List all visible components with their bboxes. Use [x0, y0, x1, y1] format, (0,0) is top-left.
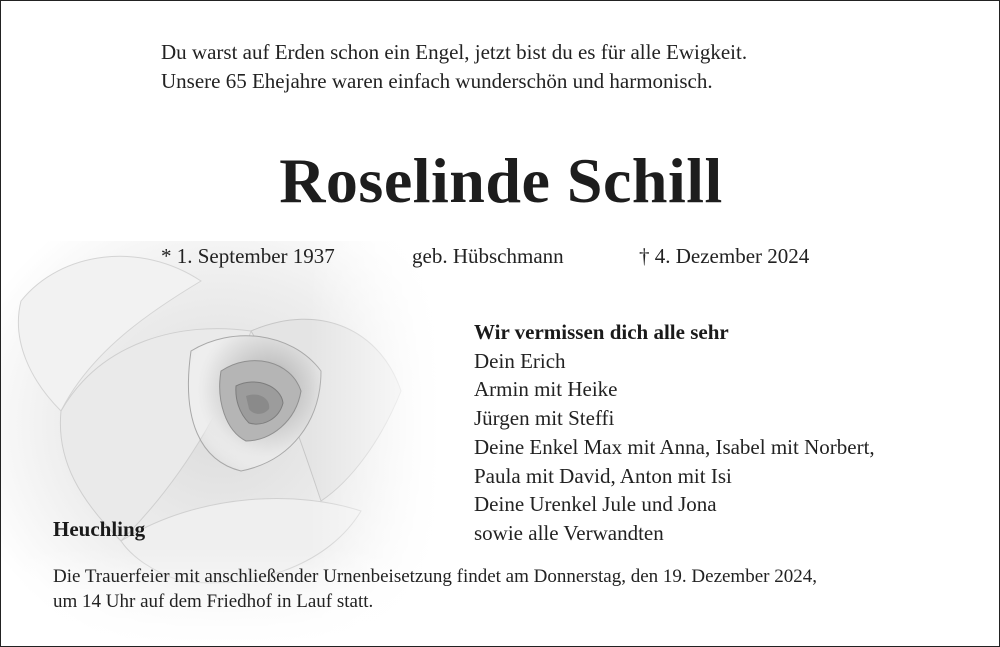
place-name: Heuchling [53, 517, 146, 541]
mourner-line: Deine Enkel Max mit Anna, Isabel mit Norbert, [474, 434, 875, 459]
mourner-line: sowie alle Verwandten [474, 520, 664, 545]
mourner-line: Dein Erich [474, 348, 566, 373]
death-date: † 4. Dezember 2024 [639, 244, 810, 268]
birth-date: * 1. September 1937 [161, 244, 335, 268]
mourner-line: Jürgen mit Steffi [474, 406, 615, 431]
mourners-heading: Wir vermissen dich alle sehr [474, 320, 729, 344]
memorial-quote [161, 38, 747, 96]
service-line-1: Die Trauerfeier mit anschließender Urnenbeisetzung findet am Donnerstag, den 19. Dezember 2024, [53, 566, 817, 587]
quote-line-1: Du warst auf Erden schon ein Engel, jetzt bist du es für alle Ewigkeit. [161, 40, 748, 64]
service-info [53, 564, 953, 614]
mourner-line: Deine Urenkel Jule und Jona [474, 492, 717, 517]
deceased-name: Roselinde Schill [279, 145, 723, 216]
quote-line-2: Unsere 65 Ehejahre waren einfach wunderschön und harmonisch. [161, 69, 713, 93]
service-line-2: um 14 Uhr auf dem Friedhof in Lauf statt. [53, 591, 374, 612]
maiden-name: geb. Hübschmann [412, 244, 564, 268]
mourner-line: Armin mit Heike [474, 377, 618, 402]
mourners-list [474, 318, 875, 548]
mourner-line: Paula mit David, Anton mit Isi [474, 463, 732, 488]
